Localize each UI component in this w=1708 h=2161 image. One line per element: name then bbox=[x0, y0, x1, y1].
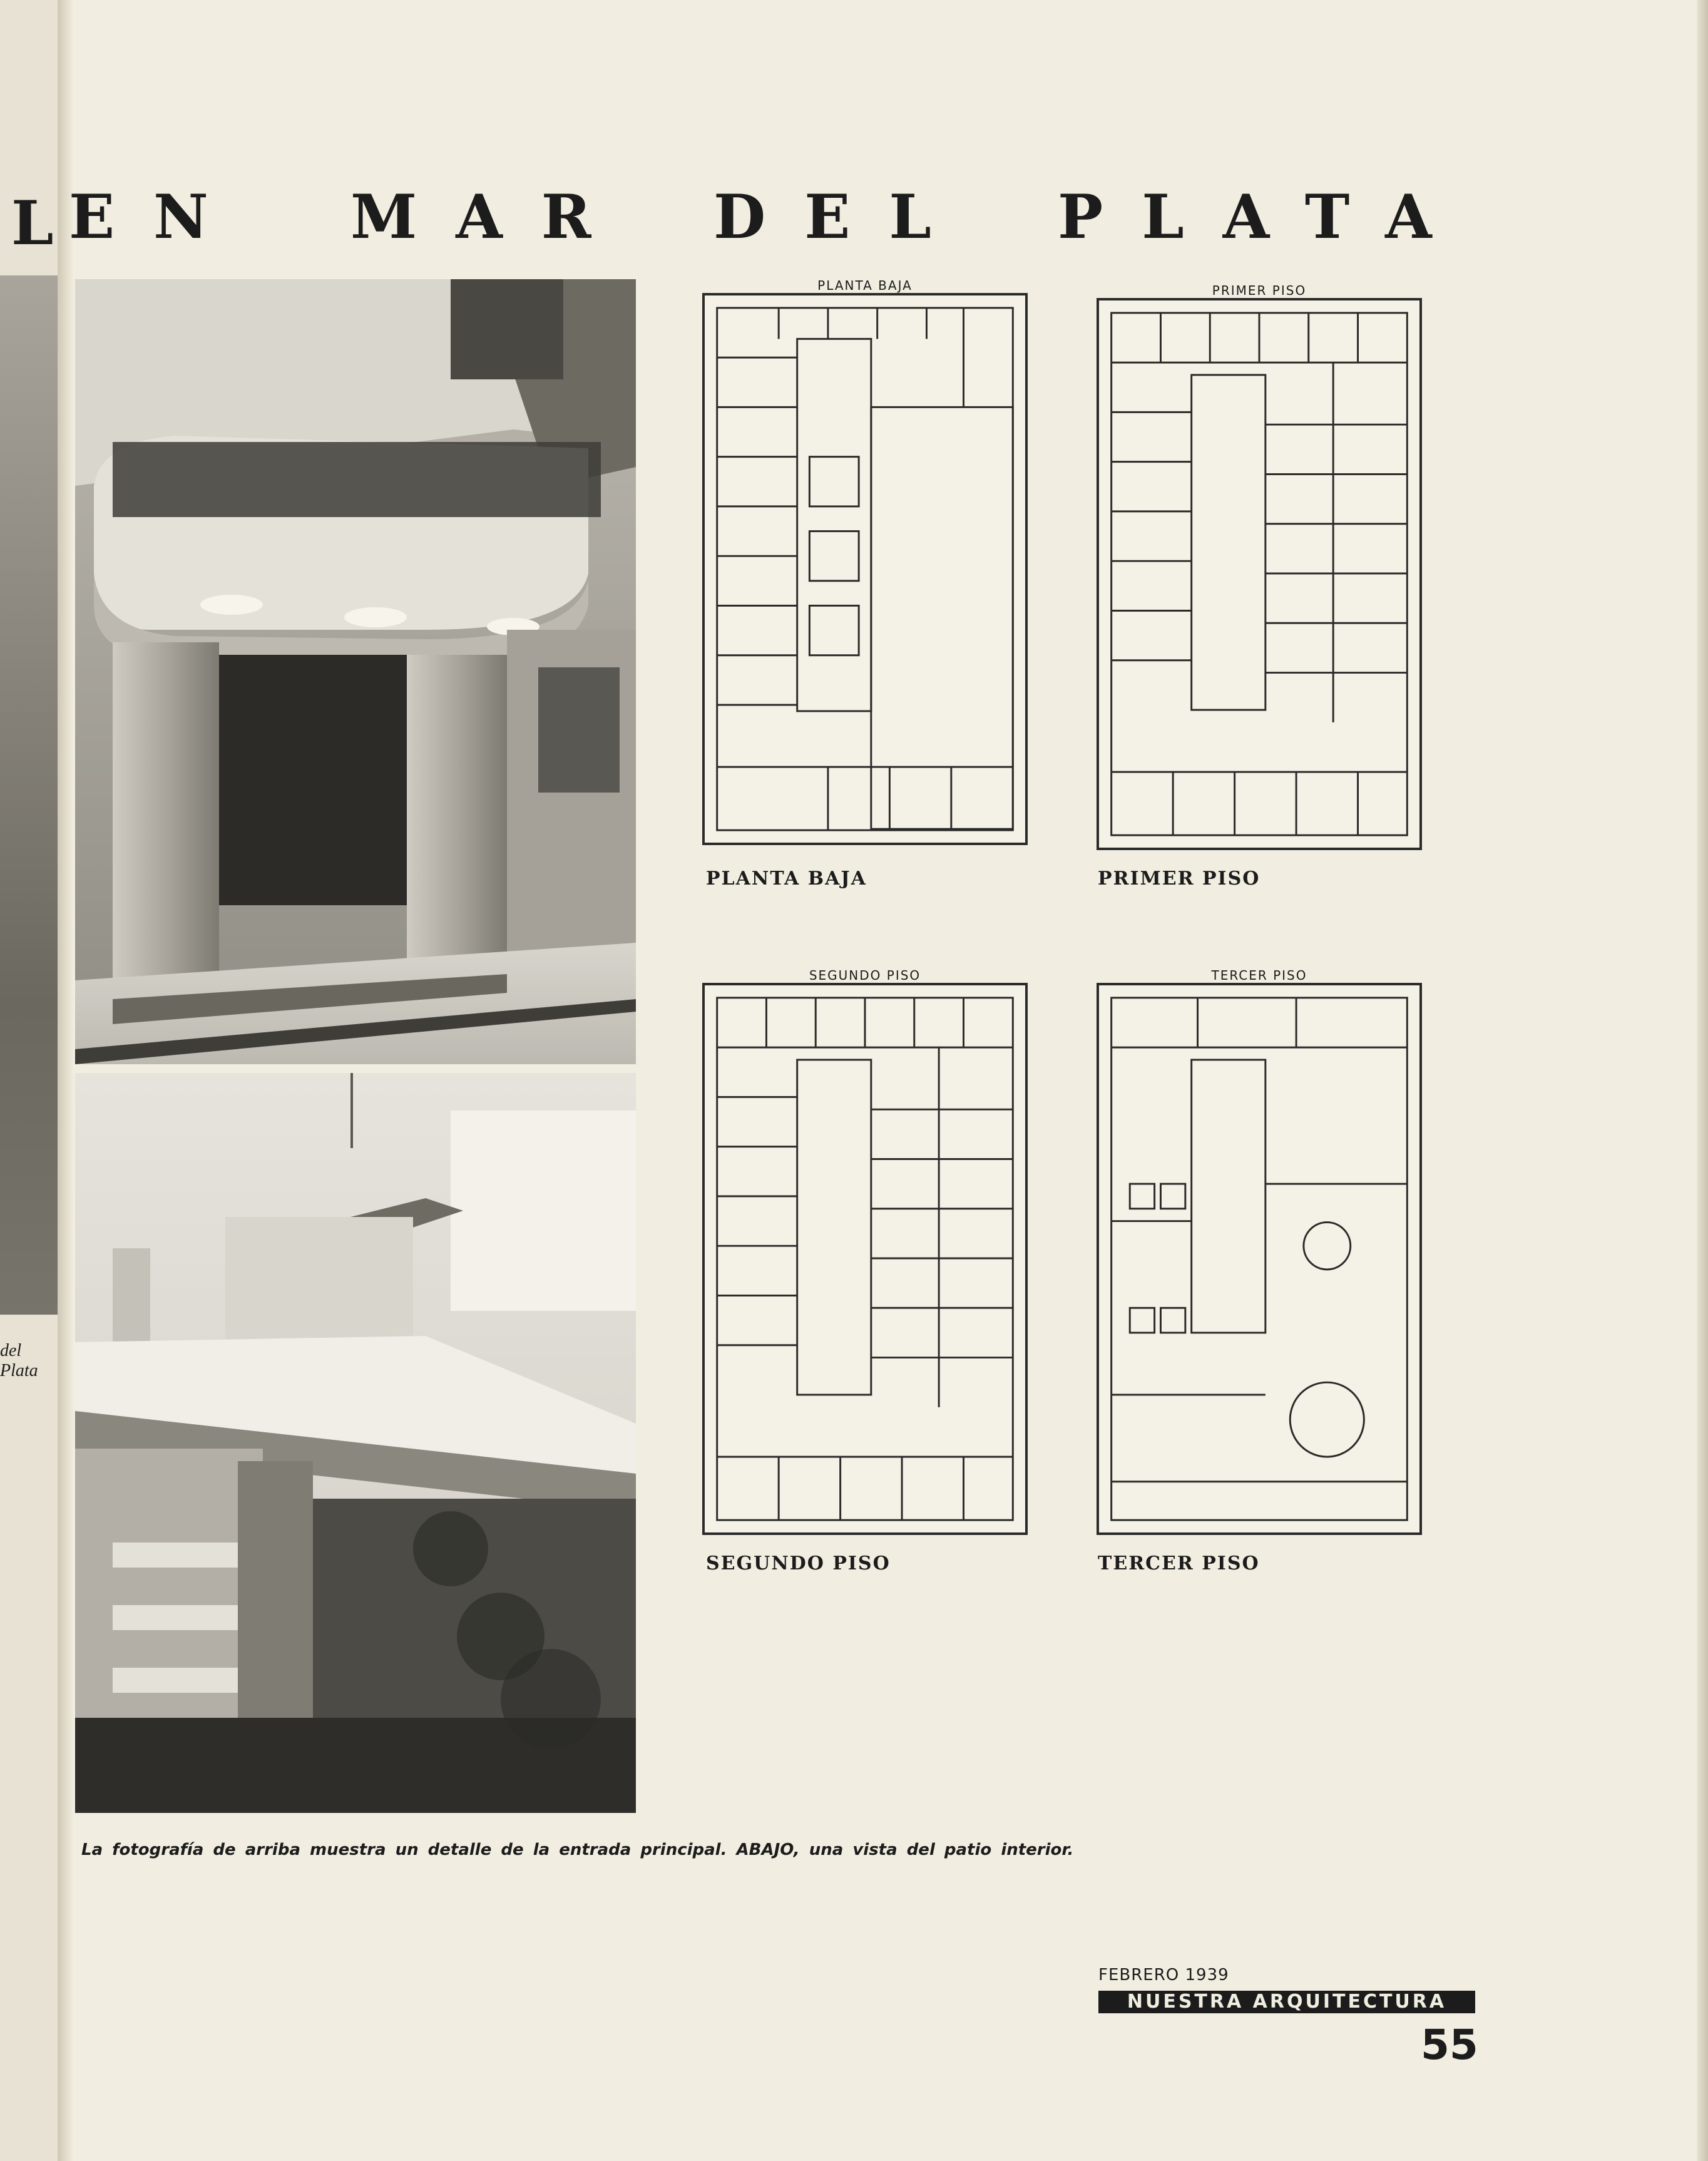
previous-headline-fragment: L bbox=[11, 188, 54, 259]
floor-plan-segundo-piso bbox=[702, 983, 1028, 1535]
photo-caption: La fotografía de arriba muestra un detalle de la entrada principal. ABAJO, una vista del patio interior. bbox=[81, 1840, 1074, 1859]
floor-plan-tercer-piso bbox=[1097, 983, 1422, 1535]
headline-word-mar: MAR bbox=[350, 182, 630, 252]
plan-caption-planta-baja: PLANTA BAJA bbox=[706, 868, 867, 890]
plan-caption-primer-piso: PRIMER PISO bbox=[1098, 868, 1261, 890]
photo-entrance bbox=[75, 279, 636, 1064]
floor-plan-primer-piso bbox=[1097, 298, 1422, 850]
issue-date: FEBRERO 1939 bbox=[1098, 1966, 1229, 1984]
magazine-title: NUESTRA ARQUITECTURA bbox=[1098, 1991, 1475, 2013]
page-edge bbox=[1697, 0, 1708, 2161]
plan-title-tercer-piso: TERCER PISO bbox=[1211, 968, 1307, 983]
headline-word-del: DEL bbox=[713, 182, 970, 252]
plan-title-segundo-piso: SEGUNDO PISO bbox=[809, 968, 921, 983]
page-gutter bbox=[58, 0, 73, 2161]
headline-word-plata: PLATA bbox=[1058, 182, 1471, 252]
headline-word-en: EN bbox=[69, 182, 247, 252]
plan-caption-tercer-piso: TERCER PISO bbox=[1098, 1553, 1260, 1574]
previous-page bbox=[0, 0, 59, 2161]
plan-title-primer-piso: PRIMER PISO bbox=[1212, 283, 1307, 298]
floor-plan-planta-baja bbox=[702, 293, 1028, 845]
previous-page-photo bbox=[0, 275, 58, 1315]
previous-caption-fragment: del Plata bbox=[0, 1341, 38, 1380]
page-number: 55 bbox=[1421, 2021, 1478, 2069]
plan-title-planta-baja: PLANTA BAJA bbox=[817, 278, 913, 293]
photo-interior-patio bbox=[75, 1073, 636, 1813]
plan-caption-segundo-piso: SEGUNDO PISO bbox=[706, 1553, 891, 1574]
